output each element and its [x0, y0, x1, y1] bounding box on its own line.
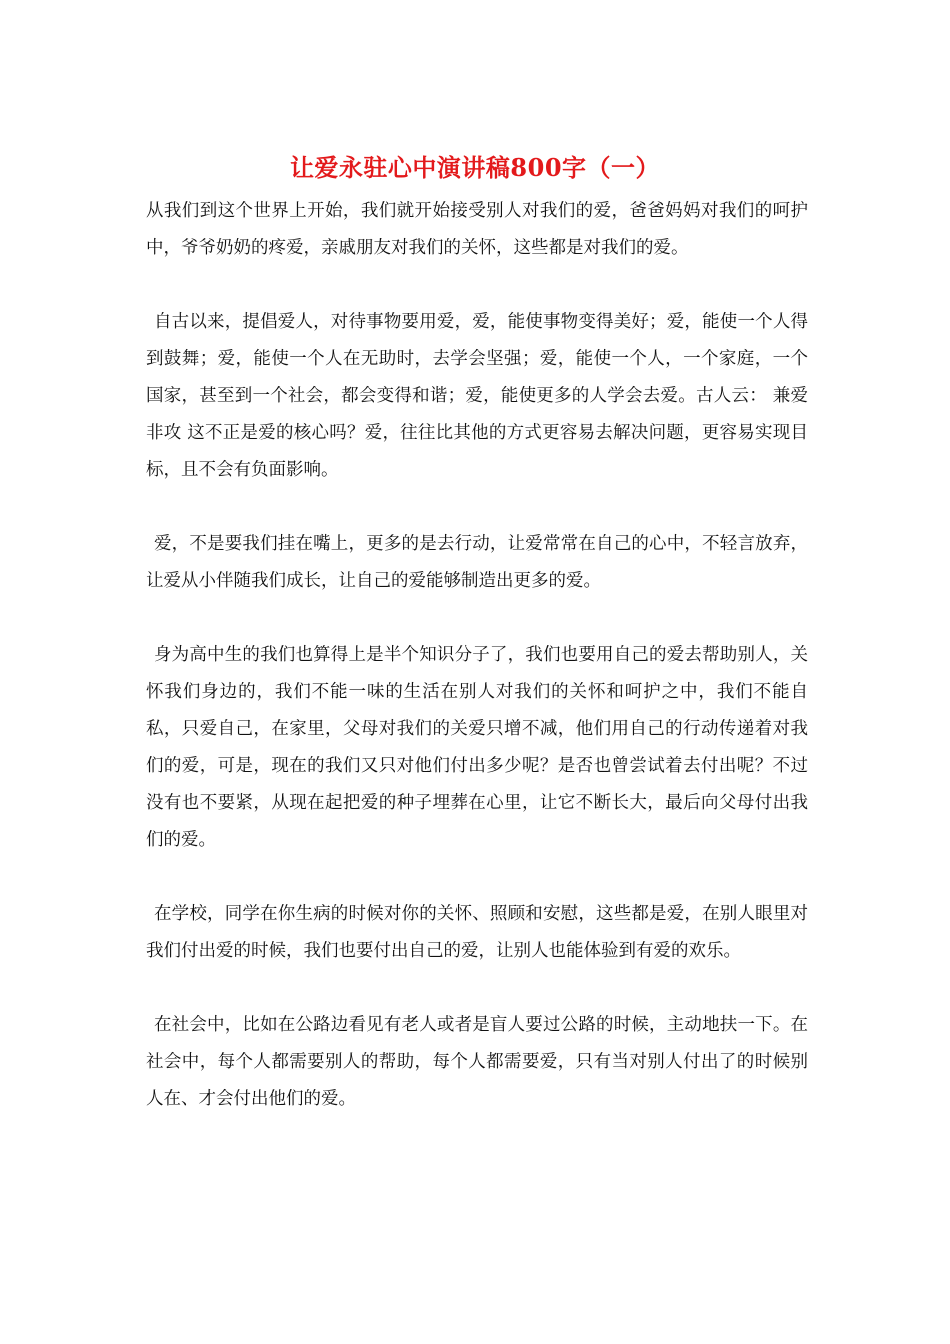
paragraph-1: 从我们到这个世界上开始，我们就开始接受别人对我们的爱，爸爸妈妈对我们的呵护中，爷爷奶奶的疼爱，亲戚朋友对我们的关怀，这些都是对我们的爱。: [146, 201, 808, 258]
paragraph-4: 身为高中生的我们也算得上是半个知识分子了，我们也要用自己的爱去帮助别人，关怀我们身边的，我们不能一味的生活在别人对我们的关怀和呵护之中，我们不能自私，只爱自己，在家里，父母对我们的关爱只增不减，他们用自己的行动传递着对我们的爱，可是，现在的我们又只对他们付出多少呢？是否也曾尝试着去付出呢？不过没有也不要紧，从现在起把爱的种子埋葬在心里，让它不断长大，最后向父母付出我们的爱。: [146, 645, 808, 850]
paragraph-2: 自古以来，提倡爱人，对待事物要用爱，爱，能使事物变得美好；爱，能使一个人得到鼓舞；爱，能使一个人在无助时，去学会坚强；爱，能使一个人，一个家庭，一个国家，甚至到一个社会，都会变得和谐；爱，能使更多的人学会去爱。古人云： 兼爱非攻 这不正是爱的核心吗？爱，往往比其他的方式更容易去解决问题，更容易实现目标，且不会有负面影响。: [146, 312, 808, 480]
paragraph-6: 在社会中，比如在公路边看见有老人或者是盲人要过公路的时候，主动地扶一下。在社会中，每个人都需要别人的帮助，每个人都需要爱，只有当对别人付出了的时候别人在、才会付出他们的爱。: [146, 1015, 808, 1109]
document-body: [146, 193, 808, 1155]
paragraph-3: 爱，不是要我们挂在嘴上，更多的是去行动，让爱常常在自己的心中，不轻言放弃，让爱从小伴随我们成长，让自己的爱能够制造出更多的爱。: [146, 534, 808, 591]
document-title: 让爱永驻心中演讲稿800字（一）: [289, 153, 661, 182]
paragraph-5: 在学校，同学在你生病的时候对你的关怀、照顾和安慰，这些都是爱，在别人眼里对我们付出爱的时候，我们也要付出自己的爱，让别人也能体验到有爱的欢乐。: [146, 904, 808, 961]
